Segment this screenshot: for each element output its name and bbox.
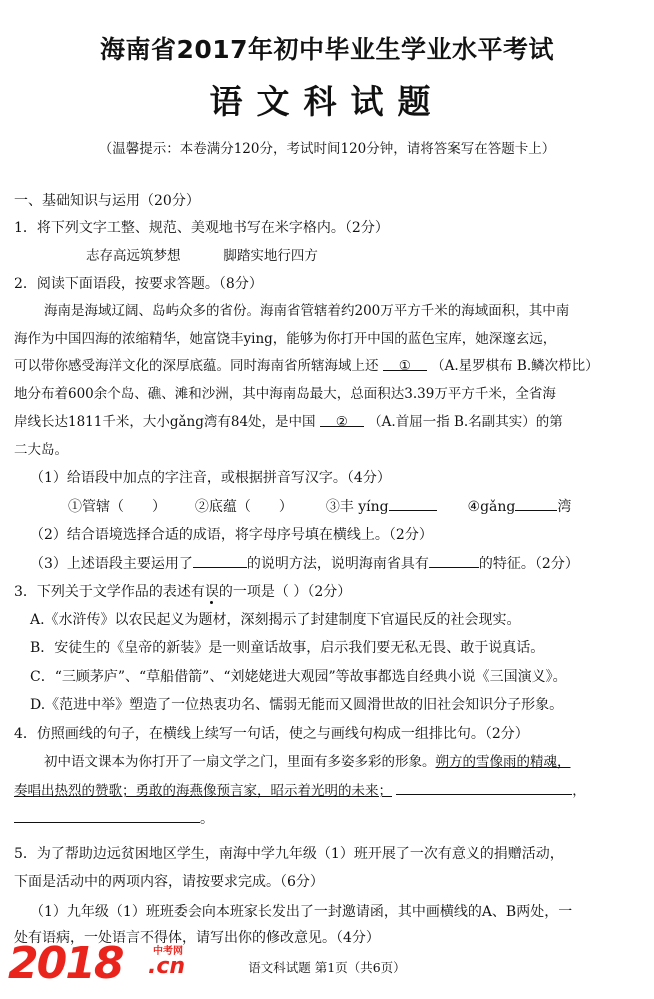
item-4-suffix: 湾 bbox=[557, 499, 572, 515]
q2-passage-line3 bbox=[14, 356, 599, 376]
q2-passage-line2: 海作为中国四海的浓缩精华，她富饶丰ying，能够为你打开中国的蓝色宝库，她深邃玄远， bbox=[14, 331, 557, 347]
q2-p5b: （A.首屈一指 B.名副其实）的第 bbox=[368, 414, 563, 430]
q2-sub3-blank1 bbox=[193, 553, 247, 568]
q2-sub3c: 的特征。（2分） bbox=[478, 556, 579, 572]
q2-p1: 海南是海域辽阔、岛屿众多的省份。海南省管辖着约200万平方千米的海域面积，其中南 bbox=[44, 303, 570, 319]
q2-sub3-blank2 bbox=[429, 553, 479, 568]
item-2-open: ②底蕴（ bbox=[194, 499, 251, 515]
site-logo bbox=[8, 940, 208, 988]
q5-stem-line2: 下面是活动中的两项内容，请按要求完成。（6分） bbox=[14, 874, 324, 890]
q4-answer-blank1 bbox=[396, 780, 572, 795]
q4-line1b: 朔方的雪像雨的精魂， bbox=[435, 754, 571, 770]
q4-line3 bbox=[14, 808, 214, 829]
q4-line2-text: 奏唱出热烈的赞歌；勇敢的海燕像预言家，昭示着光明的未来； bbox=[14, 783, 392, 799]
item-2-close: ） bbox=[278, 499, 293, 515]
q4-line1 bbox=[44, 752, 571, 772]
q3-stem bbox=[14, 582, 351, 602]
q2-sub3 bbox=[30, 553, 579, 574]
q2-p3a: 可以带你感受海洋文化的深厚底蕴。同时海南省所辖海域上还 bbox=[14, 358, 379, 374]
q3-stem-a: 3．下列关于文学作品的表述有 bbox=[14, 584, 205, 600]
q2-p5a: 岸线长达1811千米，大小gǎng湾有84处，是中国 bbox=[14, 414, 316, 430]
q3-option-b: B．安徒生的《皇帝的新装》是一则童话故事，启示我们要无私无畏、敢于说真话。 bbox=[30, 640, 545, 656]
q2-passage-line4: 地分布着600余个岛、礁、滩和沙洲，其中海南岛最大，总面积达3.39万平方千米，全省海 bbox=[14, 386, 556, 402]
q3-option-c: C．“三顾茅庐”、“草船借箭”、“刘姥姥进大观园”等故事都选自经典小说《三国演义》。 bbox=[30, 669, 567, 685]
section1-heading: 一、基础知识与运用（20分） bbox=[14, 193, 200, 209]
item-4: ④gǎng bbox=[467, 499, 516, 515]
q1-text: 志存高远筑梦想 脚踏实地行四方 bbox=[86, 248, 318, 264]
q3-option-d: D.《范进中举》塑造了一位热衷功名、懦弱无能而又圆滑世故的旧社会知识分子形象。 bbox=[30, 697, 564, 713]
q4-line1a: 初中语文课本为你打开了一扇文学之门，里面有多姿多彩的形象。 bbox=[44, 754, 436, 770]
q2-passage-line5 bbox=[14, 412, 563, 432]
blank-1 bbox=[383, 356, 427, 374]
item-4-blank bbox=[515, 496, 557, 511]
subject-title: 语文科试题 bbox=[209, 82, 445, 121]
q2-sub3a: （3）上述语段主要运用了 bbox=[30, 556, 193, 572]
q2-passage-line6: 二大岛。 bbox=[14, 442, 68, 458]
q3-emphasis: 误 bbox=[204, 584, 219, 600]
logo-tag: 中考网 bbox=[153, 946, 183, 957]
item-3-blank bbox=[389, 496, 437, 511]
q5-stem-line1: 5．为了帮助边远贫困地区学生，南海中学九年级（1）班开展了一次有意义的捐赠活动， bbox=[14, 846, 564, 862]
q1-stem: 1．将下列文字工整、规范、美观地书写在米字格内。（2分） bbox=[14, 220, 389, 236]
logo-number: 2018 bbox=[8, 938, 123, 989]
blank-2-label: ② bbox=[335, 414, 348, 430]
item-1-close: ） bbox=[152, 499, 166, 515]
blank-2 bbox=[320, 412, 364, 430]
q2-p3b: （A.星罗棋布 B.鳞次栉比） bbox=[431, 358, 599, 374]
q5-sub1-line1: （1）九年级（1）班班委会向本班家长发出了一封邀请函，其中画横线的A、B两处，一 bbox=[30, 904, 573, 920]
q3-option-a: A.《水浒传》以农民起义为题材，深刻揭示了封建制度下官逼民反的社会现实。 bbox=[30, 612, 521, 628]
q4-answer-blank2 bbox=[14, 808, 200, 823]
exam-tip: （温馨提示：本卷满分120分，考试时间120分钟，请将答案写在答题卡上） bbox=[98, 141, 556, 157]
q4-line2 bbox=[14, 780, 586, 801]
q2-passage-line1 bbox=[44, 301, 569, 321]
item-1-open: ①管辖（ bbox=[68, 499, 124, 515]
q2-stem: 2．阅读下面语段，按要求答题。（8分） bbox=[14, 276, 263, 292]
q4-line2-end: ， bbox=[572, 783, 586, 799]
page-footer: 语文科试题 第1页（共6页） bbox=[248, 960, 406, 975]
q2-sub1: （1）给语段中加点的字注音，或根据拼音写汉字。（4分） bbox=[30, 470, 391, 486]
item-3: ③丰 yíng bbox=[325, 499, 389, 515]
q2-sub3b: 的说明方法，说明海南省具有 bbox=[246, 556, 429, 572]
q2-sub1-items bbox=[68, 496, 571, 517]
blank-1-label: ① bbox=[398, 358, 411, 374]
q5-sub1-line2: 处有语病，一处语言不得体，请写出你的修改意见。（4分） bbox=[14, 930, 380, 946]
q4-line3-end: 。 bbox=[200, 811, 214, 827]
logo-tld: .cn bbox=[148, 954, 186, 979]
q2-sub2: （2）结合语境选择合适的成语，将字母序号填在横线上。（2分） bbox=[30, 527, 433, 543]
exam-title: 海南省2017年初中毕业生学业水平考试 bbox=[99, 35, 555, 64]
q4-stem: 4．仿照画线的句子，在横线上续写一句话，使之与画线句构成一组排比句。（2分） bbox=[14, 726, 529, 742]
q3-stem-b: 的一项是（ ）（2分） bbox=[218, 584, 352, 600]
